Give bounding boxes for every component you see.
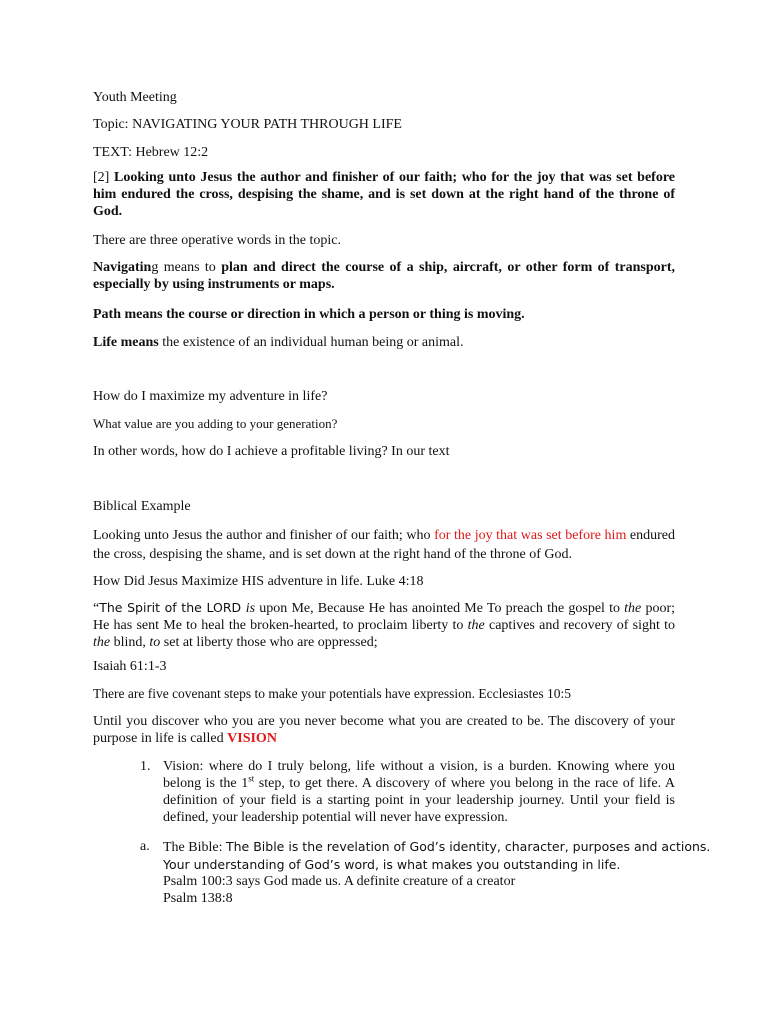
navigating-definition: Navigating means to plan and direct the course of a ship, aircraft, or other form of transport, especially by using instruments or maps.: [93, 260, 676, 292]
hebrews-verse: [93, 169, 675, 220]
psalm-138-line: Psalm 138:8: [163, 891, 233, 906]
life-term: Life means: [93, 335, 159, 350]
luke-quote: “The Spirit of the LORD is upon Me, Because He has anointed Me To preach the gospel to the poor; He has sent Me to heal the broken-hearted, to proclaim liberty to the captives and recovery of sight to the blind, to set at liberty those who are oppressed;: [93, 600, 676, 650]
verse-text: Looking unto Jesus the author and finisher of our faith; who for the joy that was set before him endured the cross, despising the shame, and is set down at the right hand of the throne of God.: [93, 170, 676, 219]
how-jesus-line: How Did Jesus Maximize HIS adventure in life. Luke 4:18: [93, 574, 424, 589]
topic-line: Topic: NAVIGATING YOUR PATH THROUGH LIFE: [93, 117, 402, 132]
verse-number: [2]: [93, 170, 114, 185]
meeting-heading: Youth Meeting: [93, 90, 177, 105]
question-adventure: How do I maximize my adventure in life?: [93, 389, 328, 404]
biblical-example-heading: Biblical Example: [93, 499, 191, 514]
sub-list-marker-a: a.: [140, 839, 150, 854]
psalm-100-line: Psalm 100:3 says God made us. A definite creature of a creator: [163, 874, 516, 889]
sub-item-bible: The Bible: The Bible is the revelation of God’s identity, character, purposes and actions. Your understanding of God’s word, is what makes you outstanding in life. Psalm 100:3 says God made us. A definite creature of a creator Psalm 138:8: [163, 839, 711, 906]
navigating-term: Navigatin: [93, 260, 152, 275]
list-number-1: 1.: [140, 759, 151, 774]
path-definition: Path means the course or direction in which a person or thing is moving.: [93, 307, 525, 322]
three-words-line: There are three operative words in the topic.: [93, 233, 342, 248]
question-profitable: In other words, how do I achieve a profitable living? In our text: [93, 444, 450, 459]
five-steps-line: There are five covenant steps to make your potentials have expression. Ecclesiastes 10:5: [93, 686, 571, 701]
isaiah-reference: Isaiah 61:1-3: [93, 659, 167, 674]
biblical-example-text: Looking unto Jesus the author and finisher of our faith; who for the joy that was set before him endured the cross, despising the shame, and is set down at the right hand of the throne of God.: [93, 528, 676, 562]
vision-word: VISION: [227, 731, 277, 746]
navigating-meaning: plan and direct the course of a ship, aircraft, or other form of transport, especially by using instruments or maps.: [93, 260, 676, 292]
list-item-vision: Vision: where do I truly belong, life without a vision, is a burden. Knowing where you belong is the 1st step, to get there. A discovery of where you belong in the race of life. A definition of your field is a starting point in your leadership journey. Until your field is defined, your leadership potential will never have expression.: [163, 759, 675, 825]
text-reference: TEXT: Hebrew 12:2: [93, 145, 209, 160]
life-definition: Life means the existence of an individual human being or animal.: [93, 335, 464, 350]
highlighted-phrase: for the joy that was set before him: [434, 528, 627, 543]
question-value: What value are you adding to your generation?: [93, 416, 338, 431]
vision-intro: Until you discover who you are you never become what you are created to be. The discovery of your purpose in life is called VISION: [93, 714, 675, 746]
